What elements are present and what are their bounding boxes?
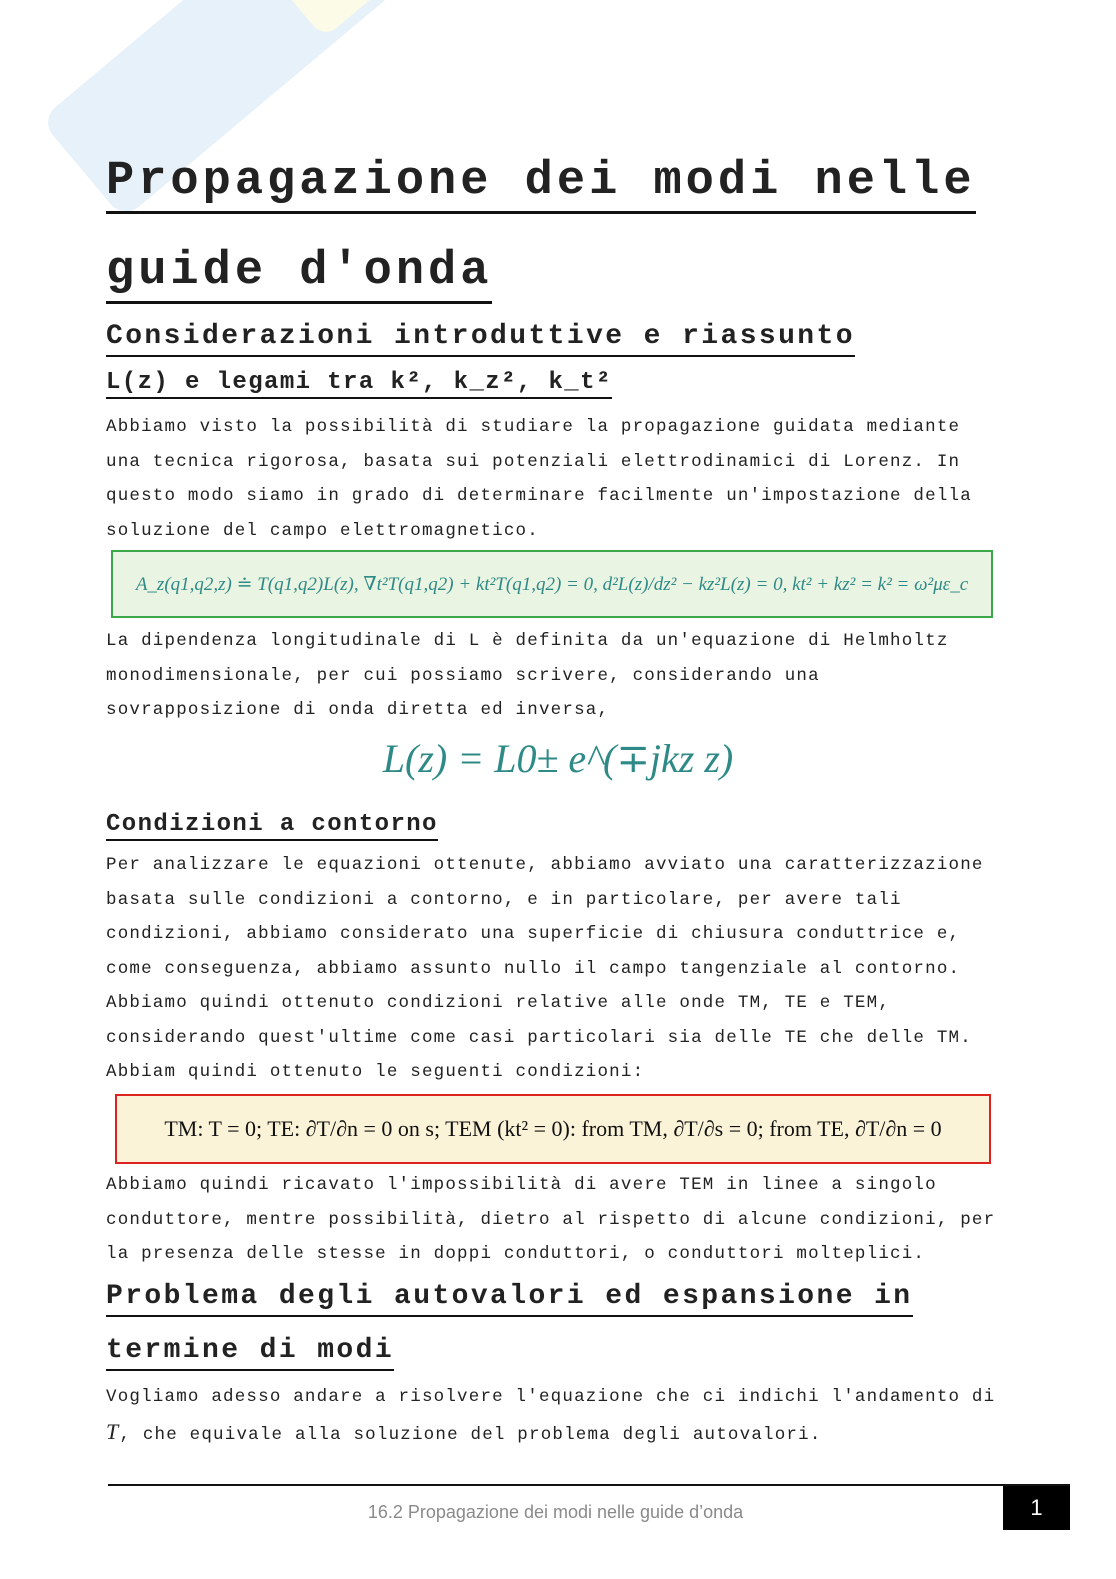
- equation-lz: L(z) = L0± e^(∓jkz z): [382, 736, 734, 781]
- text-fragment: , che equivale alla soluzione del problema degli autovalori.: [119, 1424, 822, 1445]
- text-line: Vogliamo adesso andare a risolvere l'equazione che ci indichi l'andamento di: [106, 1387, 996, 1407]
- text-line: considerando quest'ultime come casi particolari sia delle TE che delle TM.: [106, 1027, 972, 1048]
- section-heading-autovalori-line-2: termine di modi: [106, 1336, 394, 1371]
- text-line: conduttore, mentre possibilità, dietro al rispetto di alcune condizioni, per: [106, 1209, 996, 1230]
- section-heading-autovalori-line-1: Problema degli autovalori ed espansione in: [106, 1282, 913, 1317]
- text-line: monodimensionale, per cui possiamo scrivere, considerando una: [106, 665, 820, 686]
- subheading-lz-legami: L(z) e legami tra k², k_z², k_t²: [106, 370, 612, 399]
- paragraph-intro: [106, 410, 1006, 548]
- document-title-line-1: Propagazione dei modi nelle: [106, 158, 976, 214]
- text-line: come conseguenza, abbiamo assunto nullo il campo tangenziale al contorno.: [106, 958, 961, 979]
- text-line: una tecnica rigorosa, basata sui potenziali elettrodinamici di Lorenz. In: [106, 451, 961, 472]
- paragraph-autovalori: [106, 1380, 1006, 1452]
- text-line: la presenza delle stesse in doppi conduttori, o conduttori molteplici.: [106, 1244, 926, 1264]
- math-T: T: [106, 1418, 120, 1444]
- text-line: [106, 1415, 1006, 1453]
- document-title-line-2: guide d'onda: [106, 248, 492, 304]
- text-line: condizioni, abbiamo considerato una superficie di chiusura conduttrice e,: [106, 924, 961, 944]
- text-line: Abbiamo quindi ricavato l'impossibilità di avere TEM in linee a singolo: [106, 1175, 937, 1195]
- text-line: Per analizzare le equazioni ottenute, abbiamo avviato una caratterizzazione: [106, 855, 984, 875]
- section-heading-considerazioni: Considerazioni introduttive e riassunto: [106, 322, 855, 357]
- text-line: La dipendenza longitudinale di L è definita da un'equazione di Helmholtz: [106, 631, 949, 651]
- equation-text: A_z(q1,q2,z) ≐ T(q1,q2)L(z), ∇t²T(q1,q2) + kt²T(q1,q2) = 0, d²L(z)/dz² − kz²L(z) = 0, kt² + kz² = k² = ω²με_c: [135, 573, 969, 595]
- text-line: Abbiamo quindi ottenuto condizioni relative alle onde TM, TE e TEM,: [106, 993, 891, 1013]
- paragraph-tem: [106, 1168, 1006, 1272]
- text-line: questo modo siamo in grado di determinare facilmente un'impostazione della: [106, 486, 972, 506]
- equation-box-helmholtz: [111, 550, 993, 618]
- footer-divider: [108, 1484, 1070, 1486]
- footer-chapter-title: 16.2 Propagazione dei modi nelle guide d’onda: [367, 1502, 744, 1522]
- paragraph-condizioni: [106, 848, 1006, 1090]
- text-line: sovrapposizione di onda diretta ed inversa,: [106, 700, 610, 720]
- text-line: basata sulle condizioni a contorno, e in particolare, per avere tali: [106, 889, 902, 910]
- text-line: soluzione del campo elettromagnetico.: [106, 520, 539, 541]
- page-number: 1: [1003, 1486, 1070, 1530]
- equation-text: TM: T = 0; TE: ∂T/∂n = 0 on s; TEM (kt² = 0): from TM, ∂T/∂s = 0; from TE, ∂T/∂n = 0: [164, 1116, 942, 1141]
- text-line: Abbiamo visto la possibilità di studiare la propagazione guidata mediante: [106, 417, 961, 437]
- equation-box-boundary-conditions: [115, 1094, 991, 1164]
- text-line: Abbiam quindi ottenuto le seguenti condizioni:: [106, 1062, 645, 1082]
- section-heading-condizioni: Condizioni a contorno: [106, 812, 438, 841]
- paragraph-longitudinal: [106, 624, 1006, 728]
